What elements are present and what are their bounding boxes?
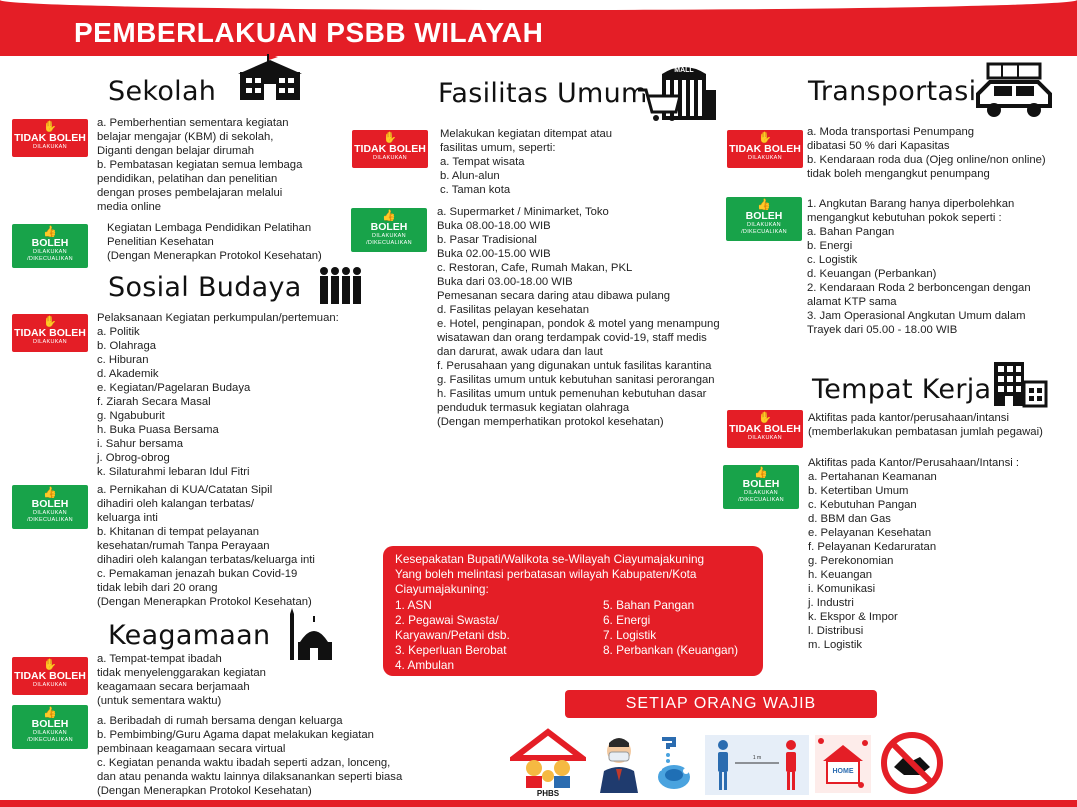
transportasi-boleh-list: 1. Angkutan Barang hanya diperbolehkan mengangkut kebutuhan pokok seperti : a. Bahan Pangan b. Energi c. Logistik d. Keuangan (Perbankan) 2. Kendaraan Roda 2 berboncengan dengan alamat KTP sama 3. Jam Operasional Angkutan Umum dalam Trayek dari 05.00 - 18.00 WIB <box>807 198 1031 336</box>
wajib-banner: SETIAP ORANG WAJIB <box>565 690 877 718</box>
sekolah-tidak-boleh-list: a. Pemberhentian sementara kegiatan belajar mengajar (KBM) di sekolah, Diganti dengan belajar dirumah b. Pembatasan kegiatan semua lembaga pendidikan, pelatihan dan penelitian dengan proses pembelajaran melalui media online <box>97 117 303 213</box>
hand-stop-icon: ✋ <box>43 316 57 328</box>
keagamaan-boleh-list: a. Beribadah di rumah bersama dengan keluarga b. Pembimbing/Guru Agama dapat melakukan kegiatan pembinaan keagamaan secara virtual c. Kegiatan penanda waktu ibadah seperti adzan, lonceng, dan atau penanda waktu lainnya dilaksanankan seperti biasa (Dengan Menerapkan Protokol Kesehatan) <box>97 715 403 797</box>
fasilitas-boleh-list: a. Supermarket / Minimarket, Toko Buka 08.00-18.00 WIB b. Pasar Tradisional Buka 02.00-15.00 WIB c. Restoran, Cafe, Rumah Makan, PKL Buka dari 03.00-18.00 WIB Pemesanan secara daring atau dibawa pulang d. Fasilitas pelayan kesehatan e. Hotel, penginapan, pondok & motel yang menampung wisatawan dan orang terdampak covid-19, staff medis dan darurat, awak udara dan laut f. Perusahaan yang digunakan untuk fasilitas karantina g. Fasilitas umum untuk kebutuhan sanitasi perorangan h. Fasilitas umum untuk pemenuhan kebutuhan dasar penduduk termasuk kegiatan olahraga (Dengan memperhatikan protokol kesehatan) <box>437 206 720 428</box>
heading-fasilitas-umum: Fasilitas Umum <box>438 78 648 109</box>
tempat-kerja-tidak-boleh-list: Aktifitas pada kantor/perusahaan/intansi (memberlakukan pembatasan jumlah pegawai) <box>808 412 1043 438</box>
tempat-kerja-boleh-list: Aktifitas pada Kantor/Perusahaan/Intansi : a. Pertahanan Keamanan b. Ketertiban Umum c. Kebutuhan Pangan d. BBM dan Gas e. Pelayanan Kesehatan f. Pelayanan Kedaruratan g. Perekonomian h. Keuangan i. Komunikasi j. Industri k. Ekspor & Impor l. Distribusi m. Logistik <box>808 457 1020 651</box>
heading-keagamaan: Keagamaan <box>108 620 271 651</box>
badge-boleh-transportasi: 👍 BOLEH DILAKUKAN /DIKECUALIKAN <box>726 197 802 241</box>
crowd-icon <box>318 266 364 306</box>
transportasi-tidak-boleh-list: a. Moda transportasi Penumpang dibatasi 50 % dari Kapasitas b. Kendaraan roda dua (Ojeg online/non online) tidak boleh mengangkut penumpang <box>807 126 1046 180</box>
kesepakatan-list-left: 1. ASN 2. Pegawai Swasta/ Karyawan/Petani dsb. 3. Keperluan Berobat 4. Ambulan <box>395 598 510 672</box>
badge-boleh-sosial: 👍 BOLEH DILAKUKAN /DIKECUALIKAN <box>12 485 88 529</box>
heading-transportasi: Transportasi <box>808 76 977 107</box>
thumbs-up-icon: 👍 <box>757 199 771 211</box>
hand-stop-icon: ✋ <box>383 132 397 144</box>
heading-sekolah: Sekolah <box>108 76 217 107</box>
badge-tidak-boleh-sekolah: ✋ TIDAK BOLEH DILAKUKAN <box>12 119 88 157</box>
badge-tidak-boleh-fasilitas: ✋ TIDAK BOLEH DILAKUKAN <box>352 130 428 168</box>
svg-text:HOME: HOME <box>832 768 854 775</box>
thumbs-up-icon: 👍 <box>43 226 57 238</box>
hand-stop-icon: ✋ <box>43 121 57 133</box>
sekolah-boleh-list: Kegiatan Lembaga Pendidikan Pelatihan Penelitian Kesehatan (Dengan Menerapkan Protokol Kesehatan) <box>107 222 322 262</box>
hand-stop-icon: ✋ <box>758 132 772 144</box>
phbs-family-icon <box>510 728 586 798</box>
mosque-icon <box>286 608 334 662</box>
mall-cart-icon <box>636 60 718 122</box>
bottom-bar <box>0 800 1077 807</box>
no-handshake-icon <box>880 731 944 795</box>
svg-text:MALL: MALL <box>674 67 694 74</box>
physical-distancing-icon <box>705 735 809 795</box>
badge-tidak-boleh-tempat-kerja: ✋ TIDAK BOLEH DILAKUKAN <box>727 410 803 448</box>
badge-boleh-tempat-kerja: 👍 BOLEH DILAKUKAN /DIKECUALIKAN <box>723 465 799 509</box>
svg-text:PHBS: PHBS <box>536 789 560 798</box>
kesepakatan-box <box>383 546 763 676</box>
badge-tidak-boleh-sosial: ✋ TIDAK BOLEH DILAKUKAN <box>12 314 88 352</box>
kesepakatan-intro: Kesepakatan Bupati/Walikota se-Wilayah Ciayumajakuning Yang boleh melintasi perbatasan wilayah Kabupaten/Kota Ciayumajakuning: <box>395 552 705 596</box>
school-icon <box>238 54 302 102</box>
badge-tidak-boleh-transportasi: ✋ TIDAK BOLEH DILAKUKAN <box>727 130 803 168</box>
thumbs-up-icon: 👍 <box>43 707 57 719</box>
stay-home-icon <box>815 735 871 793</box>
badge-boleh-keagamaan: 👍 BOLEH DILAKUKAN /DIKECUALIKAN <box>12 705 88 749</box>
hand-stop-icon: ✋ <box>758 412 772 424</box>
heading-sosial-budaya: Sosial Budaya <box>108 272 302 303</box>
badge-boleh-fasilitas: 👍 BOLEH DILAKUKAN /DIKECUALIKAN <box>351 208 427 252</box>
svg-text:1 m: 1 m <box>752 755 762 761</box>
sosial-boleh-list: a. Pernikahan di KUA/Catatan Sipil dihadiri oleh kalangan terbatas/ keluarga inti b. Khitanan di tempat pelayanan kesehatan/rumah Tanpa Perayaan dihadiri oleh kalangan terbatas/keluarga inti c. Pemakaman jenazah bukan Covid-19 tidak lebih dari 20 orang (Dengan Menerapkan Protokol Kesehatan) <box>97 484 315 608</box>
thumbs-up-icon: 👍 <box>382 210 396 222</box>
page-title: PEMBERLAKUAN PSBB WILAYAH <box>74 17 544 48</box>
kesepakatan-list-right: 5. Bahan Pangan 6. Energi 7. Logistik 8. Perbankan (Keuangan) <box>603 598 739 657</box>
sosial-tidak-boleh-list: Pelaksanaan Kegiatan perkumpulan/pertemuan: a. Politik b. Olahraga c. Hiburan d. Akademik e. Kegiatan/Pagelaran Budaya f. Ziarah Secara Masal g. Ngabuburit h. Buka Puasa Bersama i. Sahur bersama j. Obrog-obrog k. Silaturahmi lebaran Idul Fitri <box>97 312 339 478</box>
badge-boleh-sekolah: 👍 BOLEH DILAKUKAN /DIKECUALIKAN <box>12 224 88 268</box>
thumbs-up-icon: 👍 <box>754 467 768 479</box>
thumbs-up-icon: 👍 <box>43 487 57 499</box>
badge-tidak-boleh-keagamaan: ✋ TIDAK BOLEH DILAKUKAN <box>12 657 88 695</box>
mask-person-icon <box>598 735 640 793</box>
keagamaan-tidak-boleh-list: a. Tempat-tempat ibadah tidak menyelenggarakan kegiatan keagamaan secara berjamaah (untuk sementara waktu) <box>97 653 266 707</box>
hand-stop-icon: ✋ <box>43 659 57 671</box>
heading-tempat-kerja: Tempat Kerja <box>812 374 992 405</box>
hand-washing-icon <box>652 735 694 793</box>
fasilitas-tidak-boleh-list: Melakukan kegiatan ditempat atau fasilitas umum, seperti: a. Tempat wisata b. Alun-alun c. Taman kota <box>440 128 613 196</box>
office-building-icon <box>992 360 1048 408</box>
car-icon <box>972 62 1058 122</box>
